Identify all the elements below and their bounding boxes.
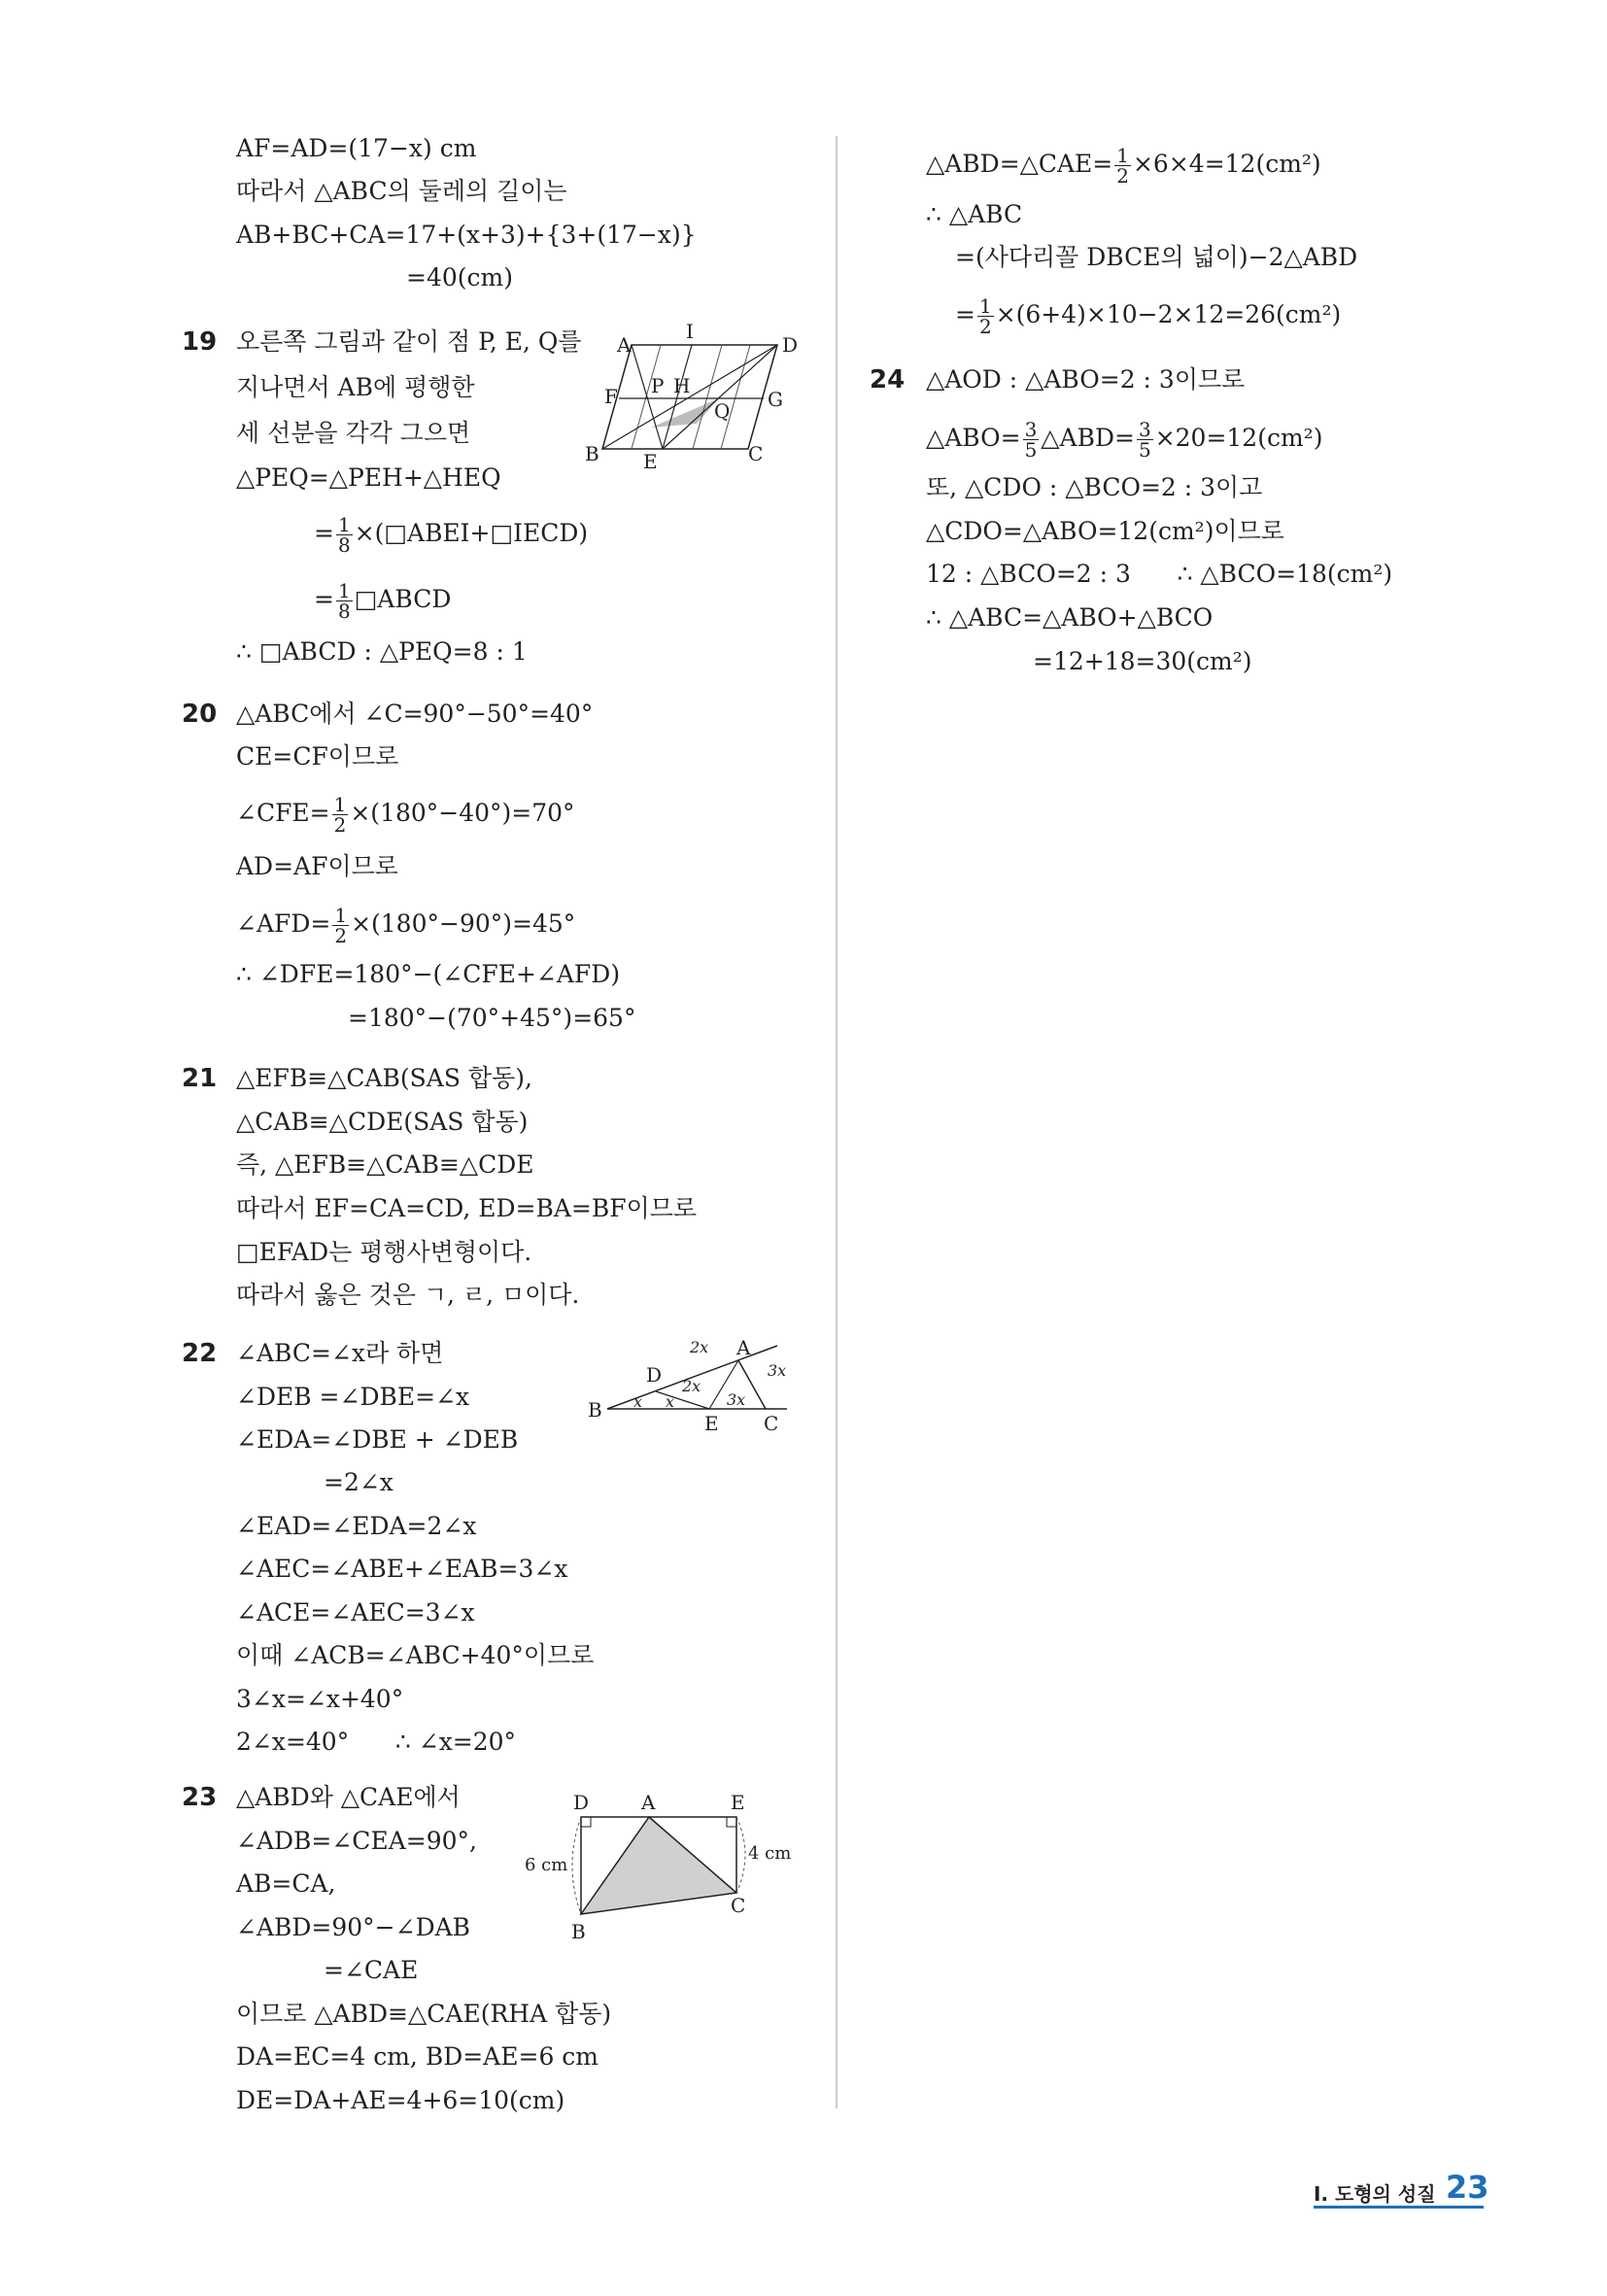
label-c: C [748, 442, 764, 465]
p23-line-1: △ABD와 △CAE에서 [236, 1783, 461, 1811]
p19-line-7: ∴ □ABCD : △PEQ=8 : 1 [236, 637, 528, 666]
cont-line-1 [926, 146, 1321, 186]
p20-line-3 [236, 795, 575, 835]
p21-line-1: △EFB≡△CAB(SAS 합동), [236, 1064, 532, 1092]
p19-l6-pre: = [314, 585, 334, 613]
p20-l3-pre: ∠CFE= [236, 799, 330, 827]
p19-line-5 [314, 515, 588, 555]
p22-line-1: ∠ABC=∠x라 하면 [236, 1339, 444, 1367]
intro-line-2: 따라서 △ABC의 둘레의 길이는 [236, 177, 567, 205]
label-4cm: 4 cm [748, 1843, 792, 1864]
p23-line-5: =∠CAE [324, 1956, 419, 1984]
p19-parallelogram-figure [583, 321, 806, 471]
fraction [977, 296, 994, 336]
label-g: G [768, 388, 783, 411]
label-e: E [731, 1791, 745, 1814]
problem-number-23: 23 [182, 1783, 218, 1812]
parallel-line-3 [721, 345, 750, 449]
p24-line-7: =12+18=30(cm²) [1033, 647, 1252, 675]
p24-line-4: △CDO=△ABO=12(cm²)이므로 [926, 517, 1284, 545]
footer-section-title: I. 도형의 성질 [1314, 2182, 1436, 2206]
shaded-triangle-peq [651, 398, 719, 428]
p22-line-6: ∠AEC=∠ABE+∠EAB=3∠x [236, 1555, 568, 1583]
p20-l5-pre: ∠AFD= [236, 909, 331, 938]
p21-line-4: 따라서 EF=CA=CD, ED=BA=BF이므로 [236, 1194, 698, 1222]
fraction [332, 795, 349, 835]
brace-6cm [572, 1817, 581, 1914]
right-angle-d [581, 1817, 591, 1827]
right-angle-e [727, 1817, 736, 1827]
label-c: C [731, 1894, 746, 1917]
footer-rule [1314, 2206, 1484, 2209]
problem-number-22: 22 [182, 1339, 218, 1368]
brace-4cm [736, 1817, 745, 1893]
fraction [1114, 146, 1131, 186]
problem-number-19: 19 [182, 327, 218, 357]
parallel-line-2 [693, 345, 722, 449]
label-e: E [704, 1412, 719, 1435]
numerator: 1 [337, 579, 351, 602]
p20-l3-post: ×(180°−40°)=70° [350, 799, 575, 827]
angle-label-3x-inner: 3x [727, 1390, 746, 1409]
denominator: 5 [1138, 438, 1151, 462]
fraction [1137, 420, 1153, 460]
p22-line-9: 3∠x=∠x+40° [236, 1685, 404, 1713]
cont-line-2: ∴ △ABC [926, 200, 1023, 228]
denominator: 2 [1116, 164, 1129, 188]
p20-line-6: ∴ ∠DFE=180°−(∠CFE+∠AFD) [236, 960, 621, 988]
p19-l5-pre: = [314, 519, 334, 547]
numerator: 3 [1138, 418, 1151, 441]
cont-l1-pre: △ABD=△CAE= [926, 150, 1113, 178]
angle-label-x-e: x [666, 1392, 675, 1411]
p20-line-1: △ABC에서 ∠C=90°−50°=40° [236, 700, 594, 728]
fraction [336, 515, 353, 555]
denominator: 8 [337, 533, 351, 557]
problem-number-24: 24 [870, 365, 906, 394]
p19-line-6 [314, 581, 451, 621]
cont-line-3: =(사다리꼴 DBCE의 넓이)−2△ABD [955, 243, 1358, 271]
p20-l5-post: ×(180°−90°)=45° [351, 909, 576, 938]
p20-line-4: AD=AF이므로 [236, 852, 398, 880]
numerator: 3 [1024, 418, 1038, 441]
p23-line-2: ∠ADB=∠CEA=90°, [236, 1827, 477, 1855]
numerator: 1 [978, 294, 992, 318]
denominator: 5 [1024, 438, 1038, 462]
shaded-triangle-abc [581, 1817, 736, 1914]
label-h: H [673, 374, 691, 397]
p22-line-10: 2∠x=40° ∴ ∠x=20° [236, 1728, 517, 1756]
p21-line-5: □EFAD는 평행사변형이다. [236, 1238, 532, 1266]
angle-label-2x-top: 2x [690, 1338, 709, 1356]
p23-line-3: AB=CA, [236, 1869, 336, 1898]
column-divider [836, 136, 838, 2108]
fraction [332, 906, 349, 945]
cont-l4-post: ×(6+4)×10−2×12=26(cm²) [995, 300, 1342, 328]
p22-line-8: 이때 ∠ACB=∠ABC+40°이므로 [236, 1641, 595, 1669]
angle-label-3x-right: 3x [768, 1361, 787, 1380]
intro-line-4: =40(cm) [406, 263, 513, 291]
p24-line-6: ∴ △ABC=△ABO+△BCO [926, 603, 1214, 632]
p23-line-6: 이므로 △ABD≡△CAE(RHA 합동) [236, 2000, 612, 2028]
p24-l2-pre: △ABO= [926, 424, 1021, 452]
p22-line-5: ∠EAD=∠EDA=2∠x [236, 1512, 477, 1540]
problem-number-21: 21 [182, 1064, 218, 1093]
numerator: 1 [337, 513, 351, 536]
p22-triangle-figure [583, 1331, 806, 1438]
label-a: A [641, 1791, 656, 1814]
intro-line-3: AB+BC+CA=17+(x+3)+{3+(17−x)} [236, 221, 697, 249]
cont-line-4 [955, 296, 1341, 336]
p24-l2-mid: △ABD= [1041, 424, 1135, 452]
label-i: I [686, 321, 694, 343]
p19-line-4: △PEQ=△PEH+△HEQ [236, 463, 501, 492]
label-d: D [782, 333, 799, 357]
p24-line-1: △AOD : △ABO=2 : 3이므로 [926, 365, 1246, 394]
p19-line-2: 지나면서 AB에 평행한 [236, 373, 475, 401]
denominator: 2 [334, 924, 348, 947]
p22-line-4: =2∠x [324, 1468, 393, 1496]
p24-line-3: 또, △CDO : △BCO=2 : 3이고 [926, 473, 1263, 501]
p19-l6-post: □ABCD [354, 585, 452, 613]
denominator: 2 [333, 813, 347, 837]
p20-line-7: =180°−(70°+45°)=65° [348, 1004, 636, 1032]
footer-page-number: 23 [1446, 2169, 1489, 2206]
p20-line-5 [236, 906, 575, 945]
cont-l1-post: ×6×4=12(cm²) [1132, 150, 1321, 178]
label-d: D [573, 1791, 590, 1814]
p24-l2-post: ×20=12(cm²) [1154, 424, 1323, 452]
label-a: A [617, 333, 632, 357]
p19-l5-post: ×(□ABEI+□IECD) [354, 519, 589, 547]
numerator: 1 [333, 793, 347, 816]
p24-line-2 [926, 420, 1322, 460]
numerator: 1 [334, 904, 348, 927]
numerator: 1 [1116, 144, 1129, 167]
p19-line-1: 오른쪽 그림과 같이 점 P, E, Q를 [236, 327, 582, 356]
label-c: C [764, 1412, 779, 1435]
p23-line-7: DA=EC=4 cm, BD=AE=6 cm [236, 2042, 598, 2071]
label-p: P [651, 374, 665, 397]
denominator: 2 [978, 315, 992, 338]
cont-l4-pre: = [955, 300, 975, 328]
label-f: F [604, 385, 618, 408]
label-a: A [736, 1336, 751, 1359]
p23-line-4: ∠ABD=90°−∠DAB [236, 1913, 471, 1941]
problem-number-20: 20 [182, 700, 218, 729]
p23-trapezoid-figure [525, 1788, 806, 1953]
intro-line-1: AF=AD=(17−x) cm [236, 134, 477, 162]
p22-line-3: ∠EDA=∠DBE + ∠DEB [236, 1425, 519, 1454]
p21-line-3: 즉, △EFB≡△CAB≡△CDE [236, 1150, 534, 1179]
angle-label-x-b: x [633, 1392, 643, 1411]
p19-line-3: 세 선분을 각각 그으면 [236, 419, 471, 447]
label-b: B [585, 442, 599, 465]
p23-line-8: DE=DA+AE=4+6=10(cm) [236, 2086, 565, 2114]
p21-line-2: △CAB≡△CDE(SAS 합동) [236, 1108, 529, 1136]
label-6cm: 6 cm [525, 1855, 568, 1875]
fraction [1023, 420, 1040, 460]
label-e: E [643, 450, 658, 471]
p21-line-6: 따라서 옳은 것은 ㄱ, ㄹ, ㅁ이다. [236, 1281, 580, 1309]
label-b: B [588, 1398, 602, 1422]
p24-line-5: 12 : △BCO=2 : 3 ∴ △BCO=18(cm²) [926, 560, 1393, 588]
label-q: Q [714, 399, 731, 423]
label-b: B [571, 1920, 586, 1943]
p22-line-2: ∠DEB =∠DBE=∠x [236, 1383, 470, 1411]
angle-label-2x-mid: 2x [682, 1377, 701, 1395]
fraction [336, 581, 353, 621]
p20-line-2: CE=CF이므로 [236, 742, 399, 771]
label-d: D [646, 1363, 663, 1387]
denominator: 8 [337, 600, 351, 623]
p22-line-7: ∠ACE=∠AEC=3∠x [236, 1598, 475, 1627]
